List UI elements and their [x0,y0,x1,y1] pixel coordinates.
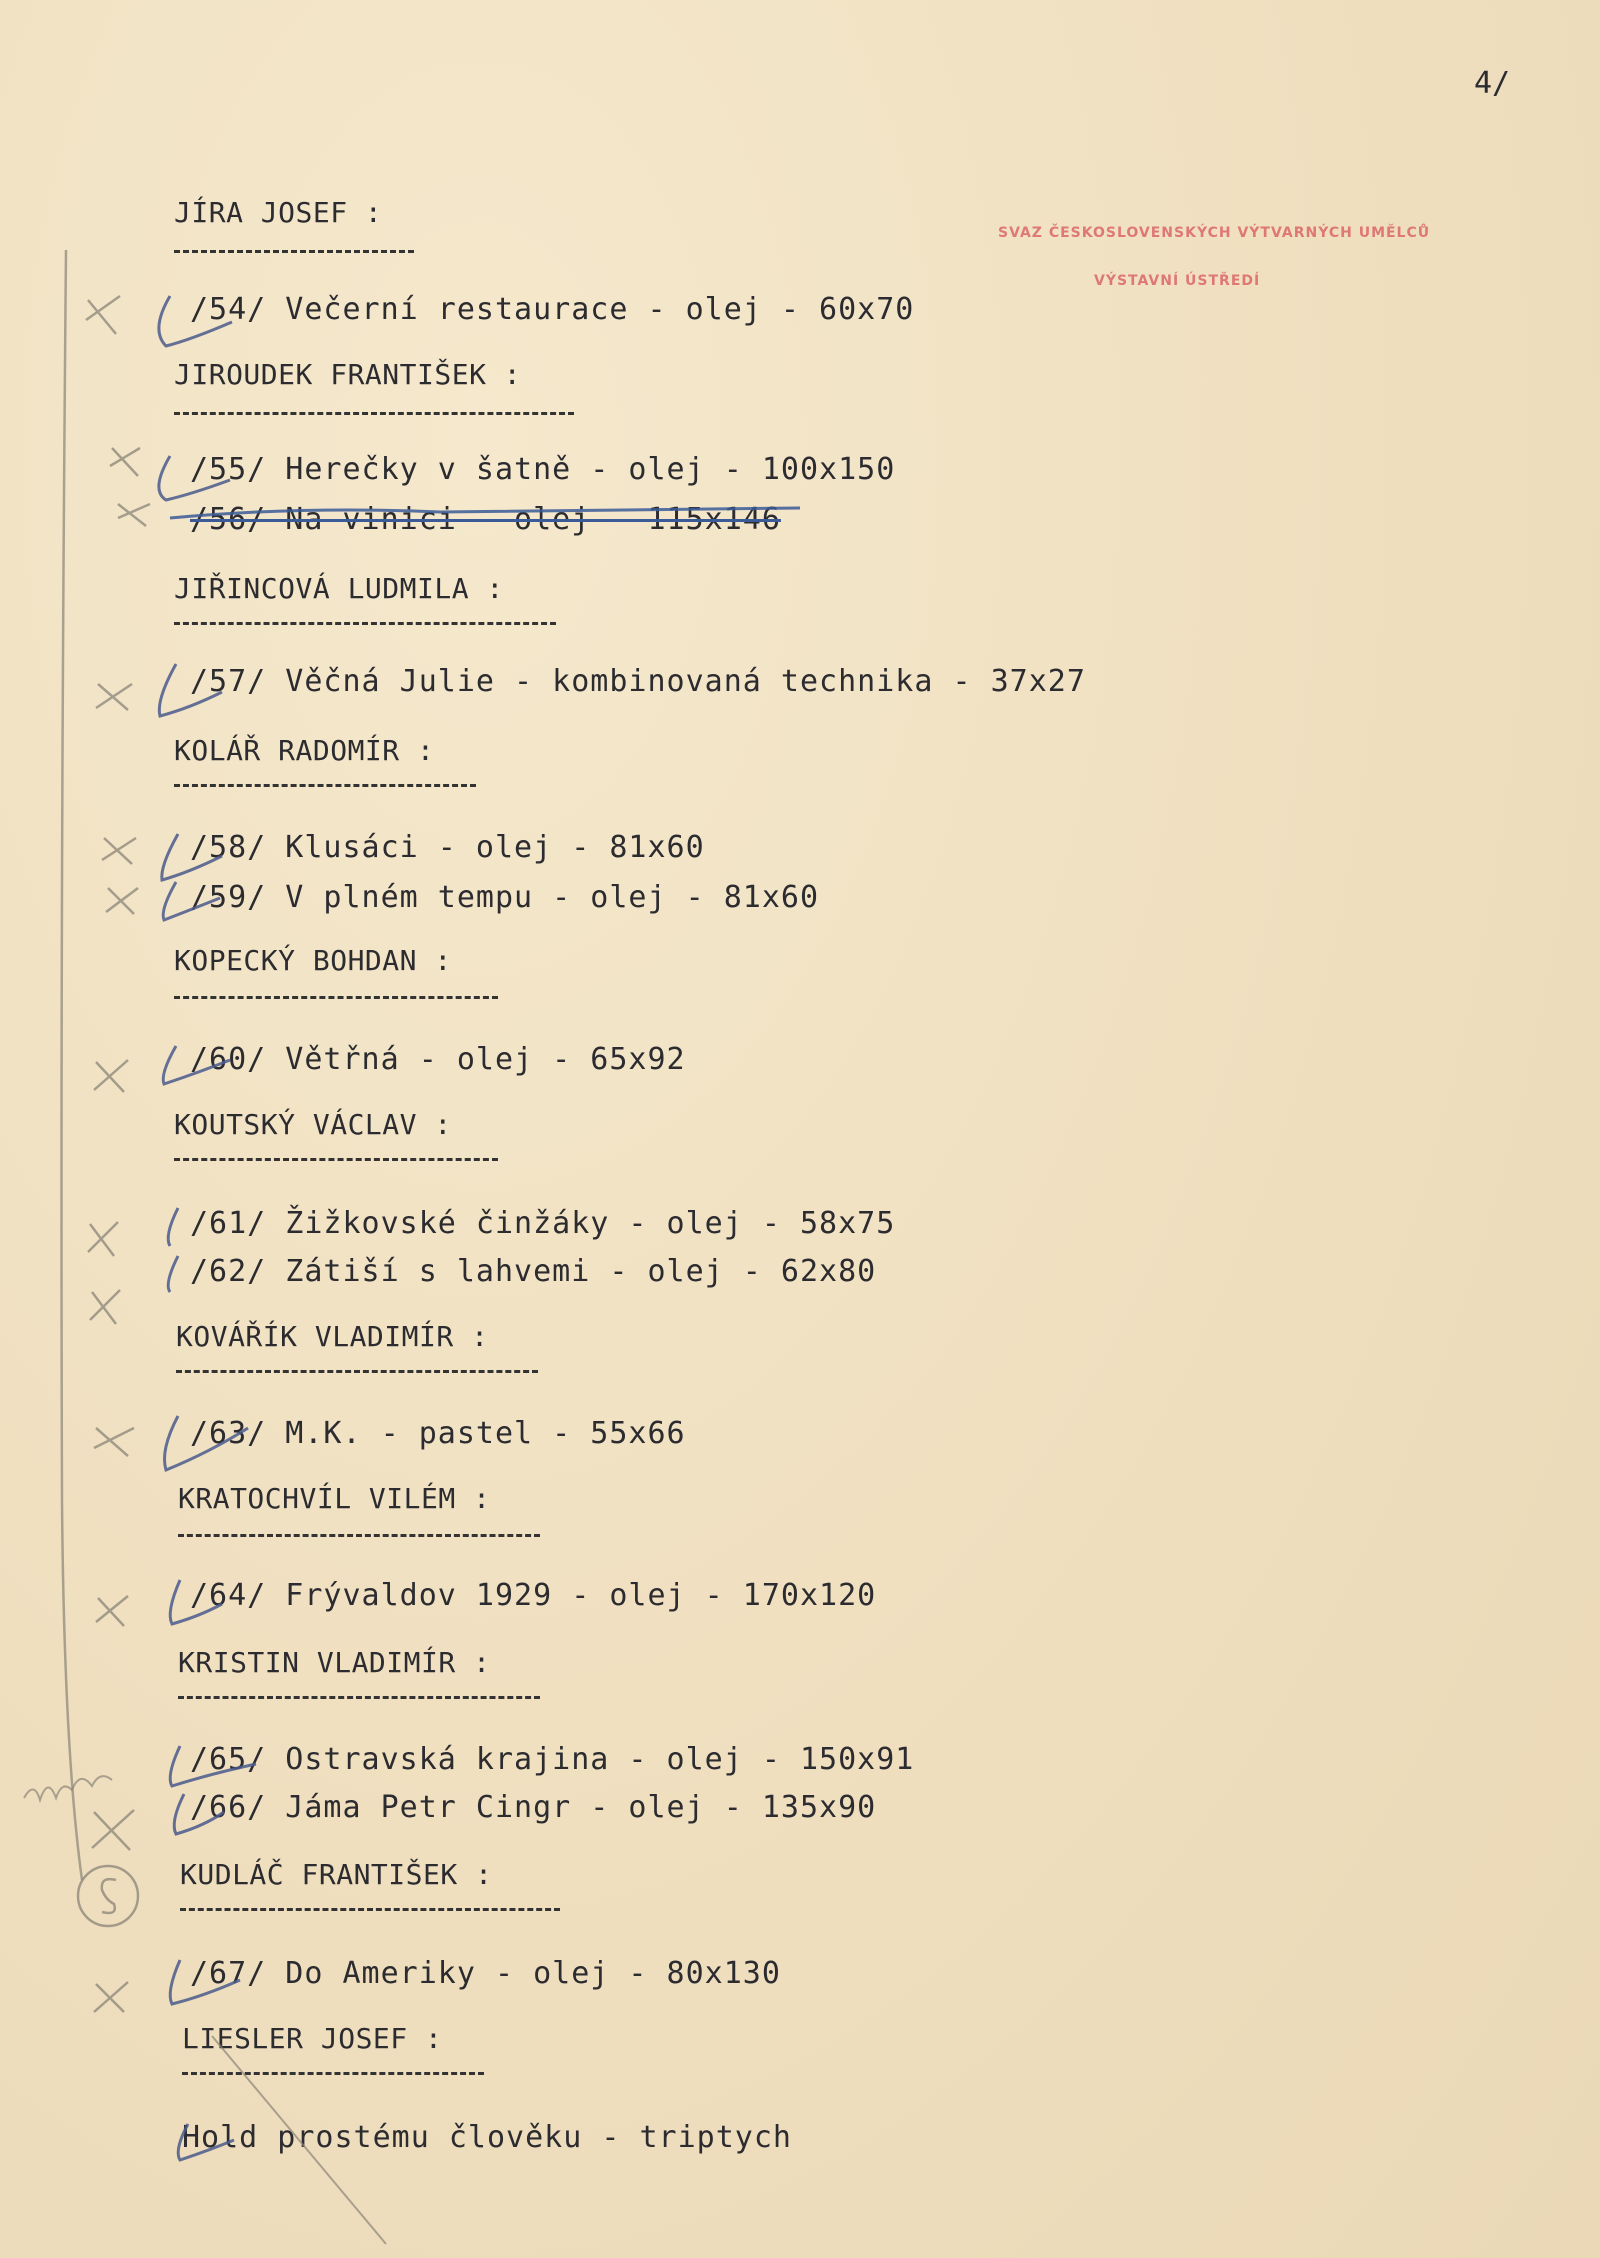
artist-heading: KOLÁŘ RADOMÍR : [174,734,435,767]
margin-line [62,250,83,1880]
work-entry: /61/ Žižkovské činžáky - olej - 58x75 [190,1206,896,1241]
stamp-line-2: VÝSTAVNÍ ÚSTŘEDÍ [1094,273,1261,289]
work-entry: /60/ Větřná - olej - 65x92 [190,1042,686,1077]
artist-heading: KUDLÁČ FRANTIŠEK : [180,1858,493,1891]
heading-underline [176,1370,538,1373]
work-entry-struck: /56/ Na vinici - olej - 115x146 [190,502,781,537]
work-entry: /57/ Věčná Julie - kombinovaná technika - 37x27 [190,664,1086,699]
artist-heading: JÍRA JOSEF : [174,196,383,229]
heading-underline [174,412,574,415]
heading-underline [174,250,414,253]
heading-underline [174,1158,498,1161]
artist-heading: KOPECKÝ BOHDAN : [174,944,452,977]
artist-heading: KOUTSKÝ VÁCLAV : [174,1108,452,1141]
heading-underline [174,784,476,787]
work-entry: /55/ Herečky v šatně - olej - 100x150 [190,452,896,487]
artist-heading: LIESLER JOSEF : [182,2022,443,2055]
work-entry: /67/ Do Ameriky - olej - 80x130 [190,1956,781,1991]
work-entry: /54/ Večerní restaurace - olej - 60x70 [190,292,915,327]
pencil-x-marks [86,296,150,2012]
stamp-line-1: SVAZ ČESKOSLOVENSKÝCH VÝTVARNÝCH UMĚLCŮ [998,225,1431,241]
institution-stamp [998,193,1430,321]
work-entry: /65/ Ostravská krajina - olej - 150x91 [190,1742,915,1777]
work-entry: /63/ M.K. - pastel - 55x66 [190,1416,686,1451]
heading-underline [178,1696,540,1699]
work-entry: /59/ V plném tempu - olej - 81x60 [190,880,820,915]
heading-underline [182,2072,484,2075]
artist-heading: JIROUDEK FRANTIŠEK : [174,358,522,391]
work-entry: /62/ Zátiší s lahvemi - olej - 62x80 [190,1254,877,1289]
work-entry: /64/ Frývaldov 1929 - olej - 170x120 [190,1578,877,1613]
heading-underline [178,1534,540,1537]
artist-heading: KRATOCHVÍL VILÉM : [178,1482,491,1515]
work-entry: /58/ Klusáci - olej - 81x60 [190,830,705,865]
artist-heading: JIŘINCOVÁ LUDMILA : [174,572,504,605]
circled-s-mark [78,1866,138,1926]
work-entry: /66/ Jáma Petr Cingr - olej - 135x90 [190,1790,877,1825]
heading-underline [174,996,498,999]
artist-heading: KRISTIN VLADIMÍR : [178,1646,491,1679]
artist-heading: KOVÁŘÍK VLADIMÍR : [176,1320,489,1353]
heading-underline [180,1908,560,1911]
page-number: 4/ [1474,66,1511,101]
heading-underline [174,622,556,625]
handwritten-scribble [24,1776,112,1800]
work-entry: Hold prostému člověku - triptych [182,2120,792,2155]
